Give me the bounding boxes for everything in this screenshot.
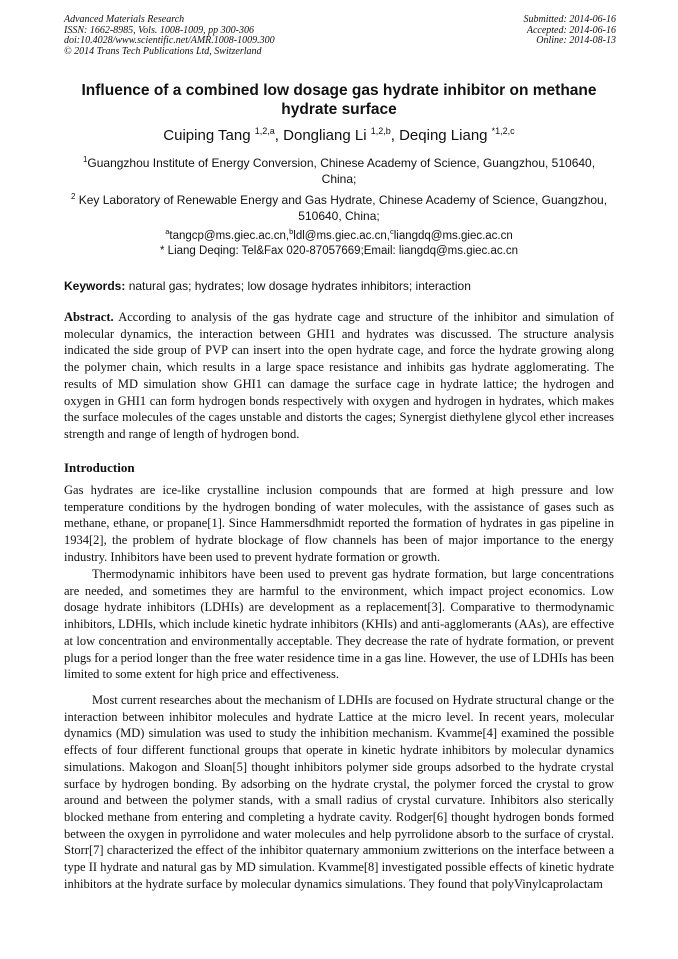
affiliation-marker: 1 [82, 155, 88, 164]
author-separator: , [390, 127, 400, 144]
email-marker: b [289, 227, 294, 236]
intro-paragraph-2: Thermodynamic inhibitors have been used to prevent gas hydrate formation, but large concentrations are needed, and sometimes they are harmful to the environment, which impact project economics. Low dosage hydrate inhibitors (LDHIs) are development as a replacement[3]. Comparative to thermodynamic inhibitors, LDHIs, which include kinetic hydrate inhibitors (KHIs) and anti-agglomerants (AAs), are effective at low concentration and environmentally acceptable. They decrease the rate of hydrate formation, or prevent plugs for a period longer than the free water residence time in a gas line. However, the use of LDHIs has been limited to some extent for high price and effectiveness. [64, 567, 614, 682]
author-name: Deqing Liang [399, 127, 488, 144]
abstract [64, 309, 614, 443]
author-superscript: *1,2,c [491, 126, 515, 136]
keywords-label: Keywords: [64, 279, 126, 293]
affiliation-1 [64, 155, 614, 187]
journal-header [64, 15, 275, 57]
online-date: Online: 2014-08-13 [536, 35, 616, 46]
doi-line: doi:10.4028/www.scientific.net/AMR.1008-1009.300 [64, 35, 275, 46]
author-name: Cuiping Tang [163, 127, 251, 144]
dates-header [524, 15, 617, 47]
email-marker: a [165, 227, 170, 236]
submitted-date: Submitted: 2014-06-16 [523, 14, 616, 25]
email-link[interactable]: tangcp@ms.giec.ac.cn, [169, 230, 290, 242]
journal-name: Advanced Materials Research [64, 14, 185, 25]
intro-paragraph-3: Most current researches about the mechanism of LDHIs are focused on Hydrate structural change or the interaction between inhibitor molecules and hydrate Lattice at the micro level. In recent years, molecular dynamics (MD) simulation was used to study the inhibition mechanism. Kvamme[4] examined the possible effects of four different functional groups that operate in kinetic hydrate inhibitors by molecular dynamics simulations. Makogon and Sloan[5] thought inhibitors polymer side groups adsorbed to the hydrate crystal surface by hydrogen bonding. By adsorbing on the hydrate crystal, the polymer forced the crystal to grow around and between the polymer stands, with a small radius of crystal curvature. Inhibitors also sterically blocked methane from entering and completing a hydrate cavity. Rodger[6] thought hydrogen bonds formed between the oxygen in pyrrolidone and water molecules and help pyrrolidone absorb to the surface of crystal. Storr[7] characterized the effect of the inhibitor quaternary ammonium zwitterions on the interface between a type II hydrate and natural gas by MD simulation. Kvamme[8] investigated possible effects of kinetic hydrate inhibitors at the hydrate surface by molecular dynamics simulations. They found that polyVinylcaprolactam [64, 693, 614, 891]
author-superscript: 1,2,b [370, 126, 391, 136]
author-superscript: 1,2,a [254, 126, 275, 136]
author-emails [64, 229, 614, 259]
email-line [64, 229, 614, 244]
email-marker: c [389, 227, 394, 236]
accepted-date: Accepted: 2014-06-16 [526, 24, 616, 36]
author-separator: , [274, 127, 284, 144]
keywords [64, 279, 614, 294]
copyright-line: © 2014 Trans Tech Publications Ltd, Switzerland [64, 45, 262, 57]
intro-paragraph-1: Gas hydrates are ice-like crystalline inclusion compounds that are formed at high pressure and low temperature conditions by the hydrogen bonding of water molecules, with the assistance of gases such as methane, ethane, or propane[1]. Since Hammersdhmidt reported the formation of hydrates in gas pipeline in 1934[2], the problem of hydrate blockage of flow channels has been of major importance to the energy industry. Inhibitors have been used to prevent hydrate formation or growth. [64, 483, 614, 564]
affiliation-marker: 2 [70, 192, 76, 201]
affiliation-2 [64, 192, 614, 224]
paper-title: Influence of a combined low dosage gas hydrate inhibitor on methane hydrate surface [81, 82, 597, 118]
abstract-label: Abstract. [64, 310, 114, 324]
author-name: Dongliang Li [283, 127, 367, 144]
email-link[interactable]: liangdq@ms.giec.ac.cn [393, 230, 513, 242]
author-list [0, 127, 678, 145]
corresponding-author: * Liang Deqing: Tel&Fax 020-87057669;Email: liangdq@ms.giec.ac.cn [160, 245, 518, 257]
email-link[interactable]: ldl@ms.giec.ac.cn, [293, 230, 390, 242]
affiliation-text: Key Laboratory of Renewable Energy and Gas Hydrate, Chinese Academy of Science, Guangzhou, 510640, China; [78, 193, 608, 223]
affiliation-text: Guangzhou Institute of Energy Conversion, Chinese Academy of Science, Guangzhou, 510640, China; [87, 156, 596, 186]
abstract-text: According to analysis of the gas hydrate cage and structure of the inhibitor and simulation of molecular dynamics, the interaction between GHI1 and hydrates was discussed. The structure analysis indicated the side group of PVP can insert into the open hydrate cage, and force the hydrate growing along the polymer chain, which results in a large space resistance and inhibits gas hydrate agglomerating. The results of MD simulation show GHI1 can damage the surface cage in hydrate lattice; the hydrogen and oxygen in GHI1 can form hydrogen bonds respectively with oxygen and hydrogen in hydrates, which makes the surface molecules of the cages unstable and distorts the cages; Synergist diethylene glycol ether increases strength and range of length of hydrogen bond. [64, 310, 615, 441]
issn-line: ISSN: 1662-8985, Vols. 1008-1009, pp 300-306 [64, 24, 254, 36]
keywords-text: natural gas; hydrates; low dosage hydrates inhibitors; interaction [128, 279, 471, 293]
section-heading-introduction: Introduction [64, 460, 135, 475]
